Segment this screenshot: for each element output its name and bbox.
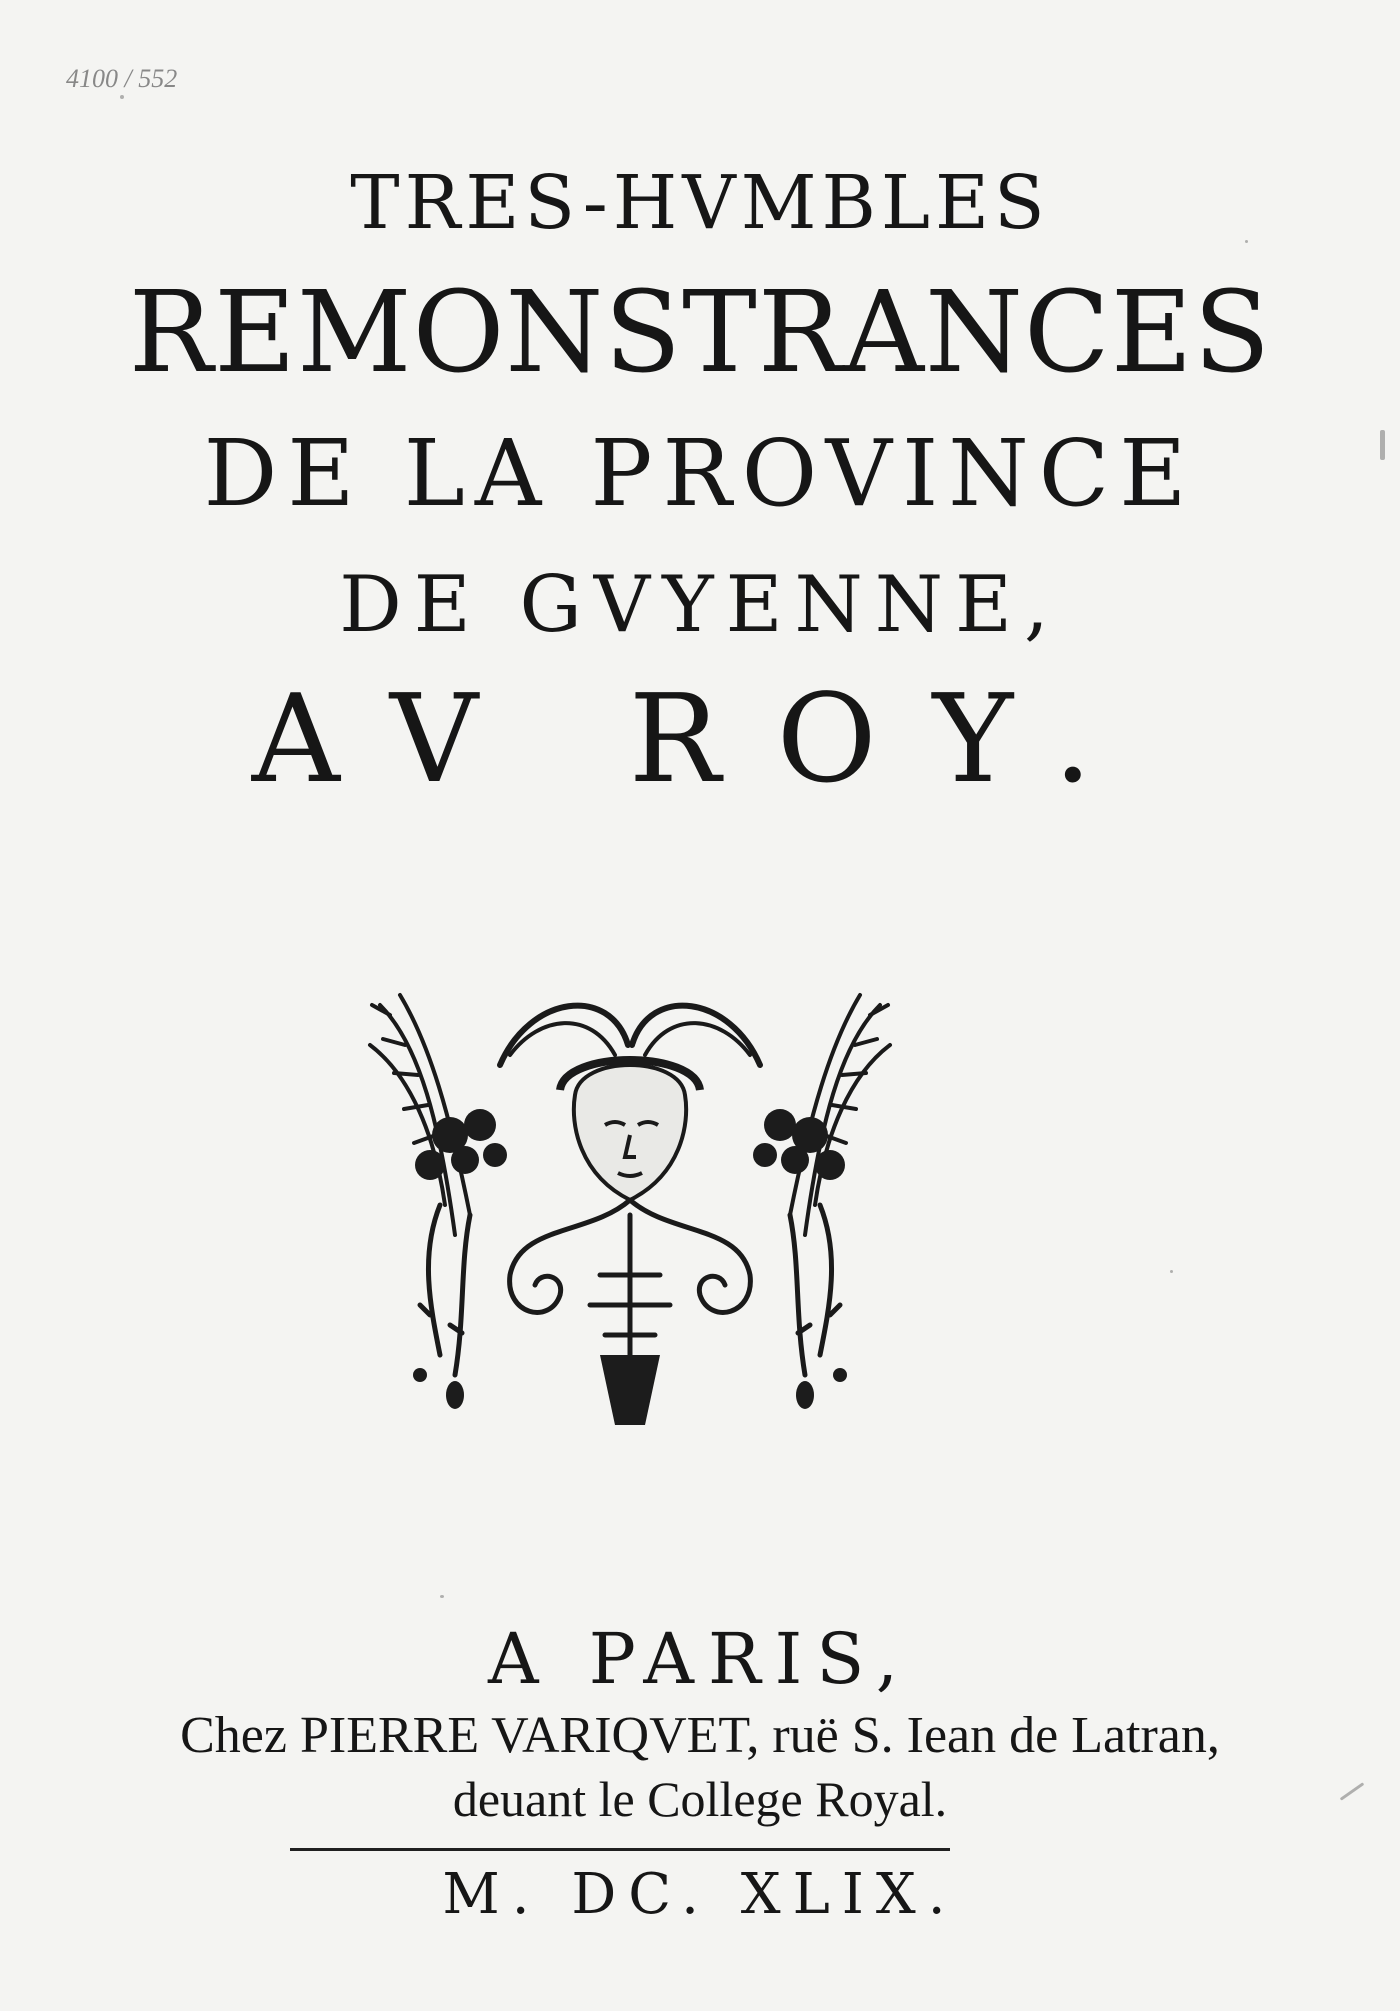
- divider-rule: [290, 1848, 950, 1851]
- scan-speck: [440, 1595, 444, 1598]
- title-line-tres-humbles: TRES-HVMBLES: [350, 160, 1050, 246]
- title-line-de-la-province: DE LA PROVINCE: [203, 420, 1197, 527]
- title-line-au-roy: AV ROY.: [251, 668, 1149, 810]
- imprint-address: deuant le College Royal.: [452, 1771, 948, 1827]
- scan-speck: [1170, 1270, 1173, 1273]
- imprint-year: M. DC. XLIX.: [442, 1862, 958, 1927]
- imprint-place: A PARIS,: [487, 1618, 913, 1700]
- margin-note-text: 4100 / 552: [66, 64, 178, 93]
- mascaron-head-ornament-icon: [360, 975, 900, 1455]
- title-line-de-guyenne: DE GVYENNE,: [339, 560, 1061, 650]
- imprint-publisher: Chez PIERRE VARIQVET, ruë S. Iean de Latran,: [180, 1707, 1220, 1764]
- title-line-remonstrances: REMONSTRANCES: [128, 268, 1272, 398]
- margin-note: [40, 34, 177, 124]
